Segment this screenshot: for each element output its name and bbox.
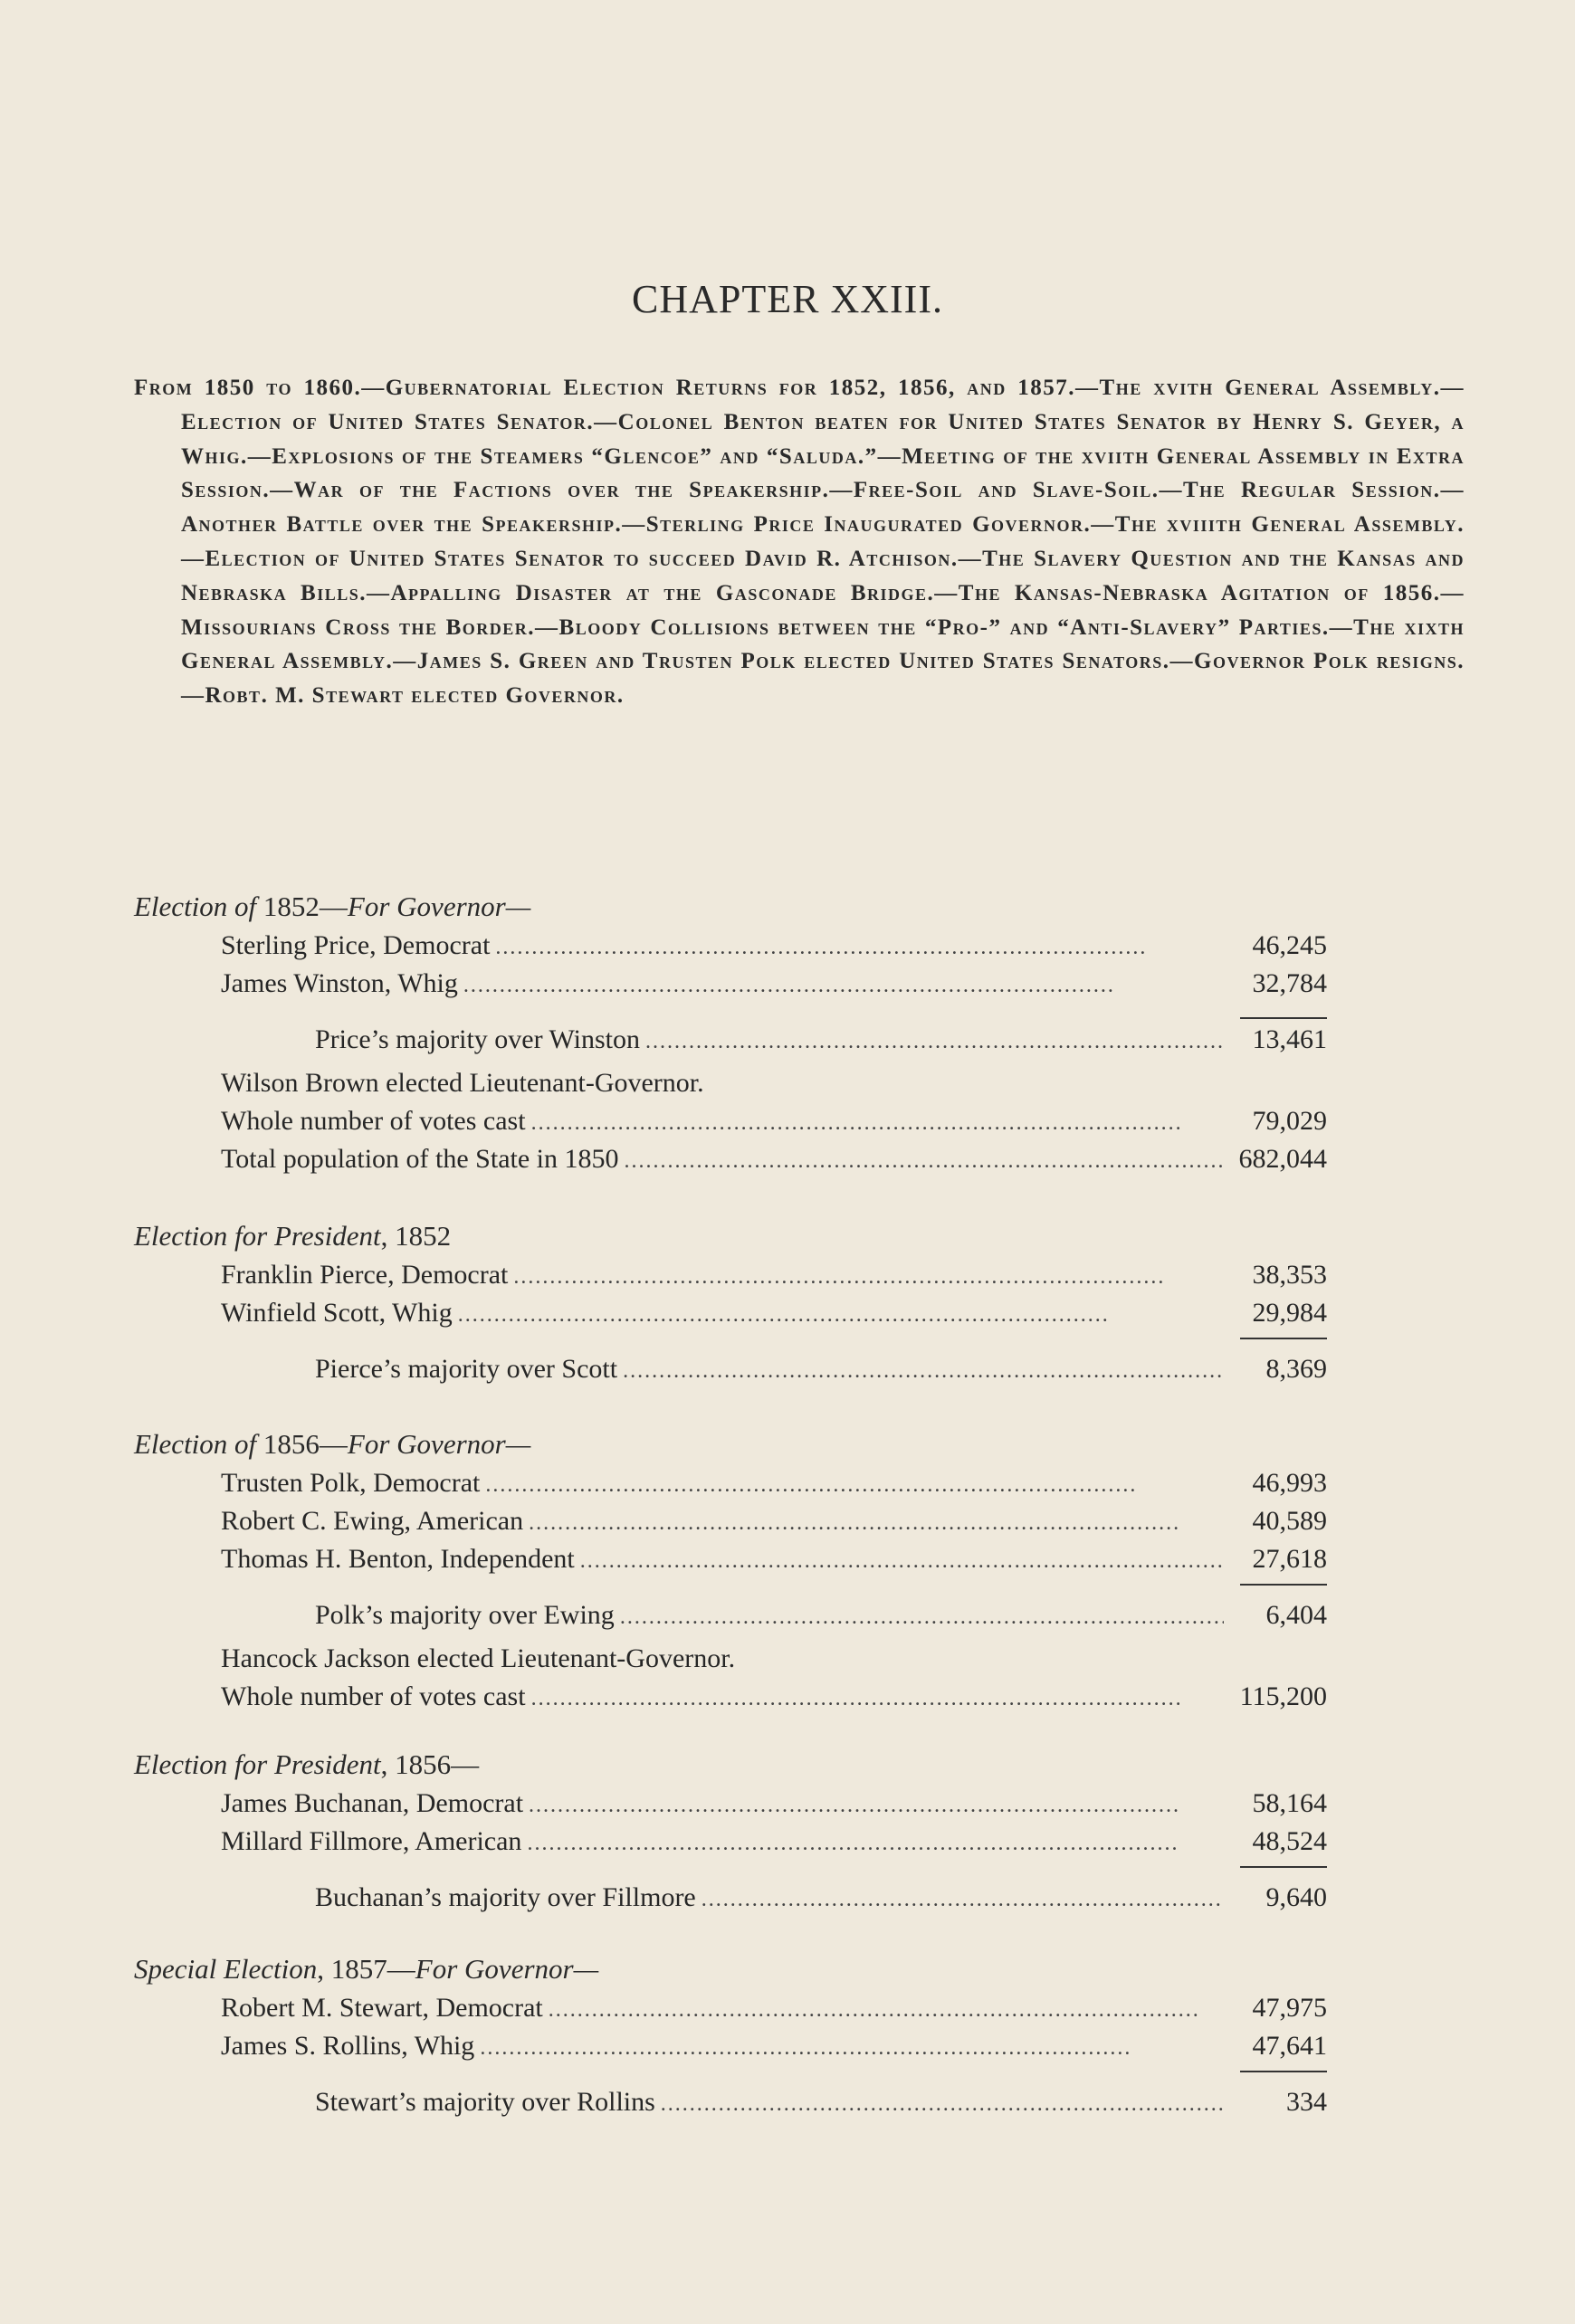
dot-leader (625, 1142, 1225, 1180)
vote-count: 46,993 (1252, 1468, 1327, 1498)
heading-part: , 1852 (380, 1220, 452, 1252)
dot-leader (529, 1786, 1224, 1824)
heading-part: of (227, 1428, 263, 1460)
majority-value: 6,404 (1265, 1600, 1327, 1630)
dot-leader (645, 1023, 1224, 1061)
majority-value: 13,461 (1252, 1024, 1327, 1054)
heading-part: , 1856— (380, 1748, 480, 1780)
candidate-label: Robert C. Ewing, American (221, 1506, 524, 1536)
sum-rule (1240, 1584, 1327, 1586)
dot-leader (620, 1598, 1224, 1636)
section-special-election-1857 (134, 1949, 1327, 2121)
dot-leader (458, 1296, 1224, 1334)
heading-part: Election for President (134, 1748, 381, 1780)
result-row (134, 1464, 1327, 1502)
candidate-label: James S. Rollins, Whig (221, 2031, 475, 2061)
candidate-label: Sterling Price, Democrat (221, 930, 491, 960)
majority-value: 334 (1286, 2087, 1327, 2117)
heading-part: , 1857— (317, 1953, 415, 1985)
candidate-label: James Buchanan, Democrat (221, 1788, 524, 1818)
dot-leader (531, 1680, 1224, 1718)
chapter-synopsis: From 1850 to 1860.—Gubernatorial Election Returns for 1852, 1856, and 1857.—The xvith General Assembly.—Election of United States Senator.—Colonel Benton beaten for United States Senator by Henry S. Geyer, a Whig.—Explosions of the Steamers “Glencoe” and “Saluda.”—Meeting of the xviith General Assembly in Extra Session.—War of the Factions over the Speakership.—Free-Soil and Slave-Soil.—The Regular Session.—Another Battle over the Speakership.—Sterling Price Inaugurated Governor.—The xviiith General Assembly.—Election of United States Senator to succeed David R. Atchison.—The Slavery Question and the Kansas and Nebraska Bills.—Appalling Disaster at the Gasconade Bridge.—The Kansas-Nebraska Agitation of 1856.—Missourians Cross the Border.—Bloody Collisions between the “Pro-” and “Anti-Slavery” Parties.—The xixth General Assembly.—James S. Green and Trusten Polk elected United States Senators.—Governor Polk resigns.—Robt. M. Stewart elected Governor. (134, 376, 1465, 709)
vote-count: 40,589 (1252, 1506, 1327, 1536)
section-heading (134, 1216, 1327, 1256)
summary-value: 79,029 (1252, 1106, 1327, 1136)
majority-label: Polk’s majority over Ewing (315, 1600, 615, 1630)
summary-label: Total population of the State in 1850 (221, 1144, 619, 1174)
sum-rule (1240, 1866, 1327, 1868)
candidate-label: Trusten Polk, Democrat (221, 1468, 481, 1498)
result-row (134, 965, 1327, 1003)
section-election-1856-governor (134, 1424, 1327, 1716)
vote-count: 47,975 (1252, 1993, 1327, 2023)
dot-leader (531, 1104, 1224, 1142)
chapter-title: CHAPTER XXIII. (632, 277, 943, 321)
vote-count: 32,784 (1252, 968, 1327, 998)
heading-part: Election for President (134, 1220, 381, 1252)
candidate-label: James Winston, Whig (221, 968, 458, 998)
heading-part: For Governor— (347, 1428, 531, 1460)
heading-part: For Governor— (347, 891, 531, 922)
majority-row (134, 1879, 1327, 1917)
result-row (134, 1502, 1327, 1540)
sum-rule (1240, 1017, 1327, 1019)
section-heading (134, 1949, 1327, 1989)
vote-count: 48,524 (1252, 1826, 1327, 1856)
result-row (134, 1256, 1327, 1294)
heading-part: Special Election (134, 1953, 318, 1985)
result-row (134, 1823, 1327, 1861)
candidate-label: Thomas H. Benton, Independent (221, 1544, 575, 1574)
dot-leader (513, 1258, 1224, 1296)
section-heading (134, 1745, 1327, 1785)
summary-label: Whole number of votes cast (221, 1681, 526, 1711)
result-row (134, 927, 1327, 965)
heading-part: Election (134, 891, 228, 922)
result-row (134, 1678, 1327, 1716)
note-text: Wilson Brown elected Lieutenant-Governor. (221, 1068, 704, 1098)
sum-rule (1240, 2071, 1327, 2072)
vote-count: 47,641 (1252, 2031, 1327, 2061)
vote-count: 38,353 (1252, 1260, 1327, 1290)
majority-value: 9,640 (1265, 1882, 1327, 1912)
summary-value: 682,044 (1238, 1144, 1327, 1174)
result-row (134, 2027, 1327, 2065)
majority-row (134, 1596, 1327, 1634)
candidate-label: Winfield Scott, Whig (221, 1298, 453, 1328)
section-heading (134, 887, 1327, 927)
result-row (134, 1140, 1327, 1178)
heading-part: of (227, 891, 263, 922)
heading-part: 1852— (262, 891, 348, 922)
majority-label: Pierce’s majority over Scott (315, 1354, 618, 1384)
result-row (134, 1294, 1327, 1332)
section-election-1852-president (134, 1216, 1327, 1388)
dot-leader (580, 1542, 1224, 1580)
result-row (134, 1785, 1327, 1823)
dot-leader (549, 1991, 1224, 2029)
candidate-label: Franklin Pierce, Democrat (221, 1260, 509, 1290)
result-row (134, 1989, 1327, 2027)
section-election-1856-president (134, 1745, 1327, 1917)
dot-leader (463, 967, 1224, 1005)
vote-count: 29,984 (1252, 1298, 1327, 1328)
majority-row (134, 1350, 1327, 1388)
sum-rule (1240, 1338, 1327, 1339)
majority-label: Stewart’s majority over Rollins (315, 2087, 655, 2117)
candidate-label: Robert M. Stewart, Democrat (221, 1993, 543, 2023)
dot-leader (527, 1824, 1224, 1862)
dot-leader (529, 1504, 1224, 1542)
summary-value: 115,200 (1239, 1681, 1327, 1711)
majority-label: Price’s majority over Winston (315, 1024, 641, 1054)
heading-part: For Governor— (415, 1953, 599, 1985)
majority-row (134, 1021, 1327, 1059)
vote-count: 58,164 (1252, 1788, 1327, 1818)
dot-leader (485, 1466, 1224, 1504)
majority-value: 8,369 (1265, 1354, 1327, 1384)
dot-leader (480, 2029, 1224, 2067)
summary-label: Whole number of votes cast (221, 1106, 526, 1136)
dot-leader (661, 2085, 1224, 2123)
result-row (134, 1540, 1327, 1578)
note-text: Hancock Jackson elected Lieutenant-Governor. (221, 1643, 736, 1673)
result-row (134, 1102, 1327, 1140)
dot-leader (702, 1881, 1224, 1919)
heading-part: Election (134, 1428, 228, 1460)
vote-count: 46,245 (1252, 930, 1327, 960)
dot-leader (623, 1352, 1224, 1390)
majority-row (134, 2083, 1327, 2121)
section-election-1852-governor (134, 887, 1327, 1178)
dot-leader (495, 929, 1224, 967)
heading-part: 1856— (262, 1428, 348, 1460)
vote-count: 27,618 (1252, 1544, 1327, 1574)
section-heading (134, 1424, 1327, 1464)
majority-label: Buchanan’s majority over Fillmore (315, 1882, 696, 1912)
candidate-label: Millard Fillmore, American (221, 1826, 522, 1856)
